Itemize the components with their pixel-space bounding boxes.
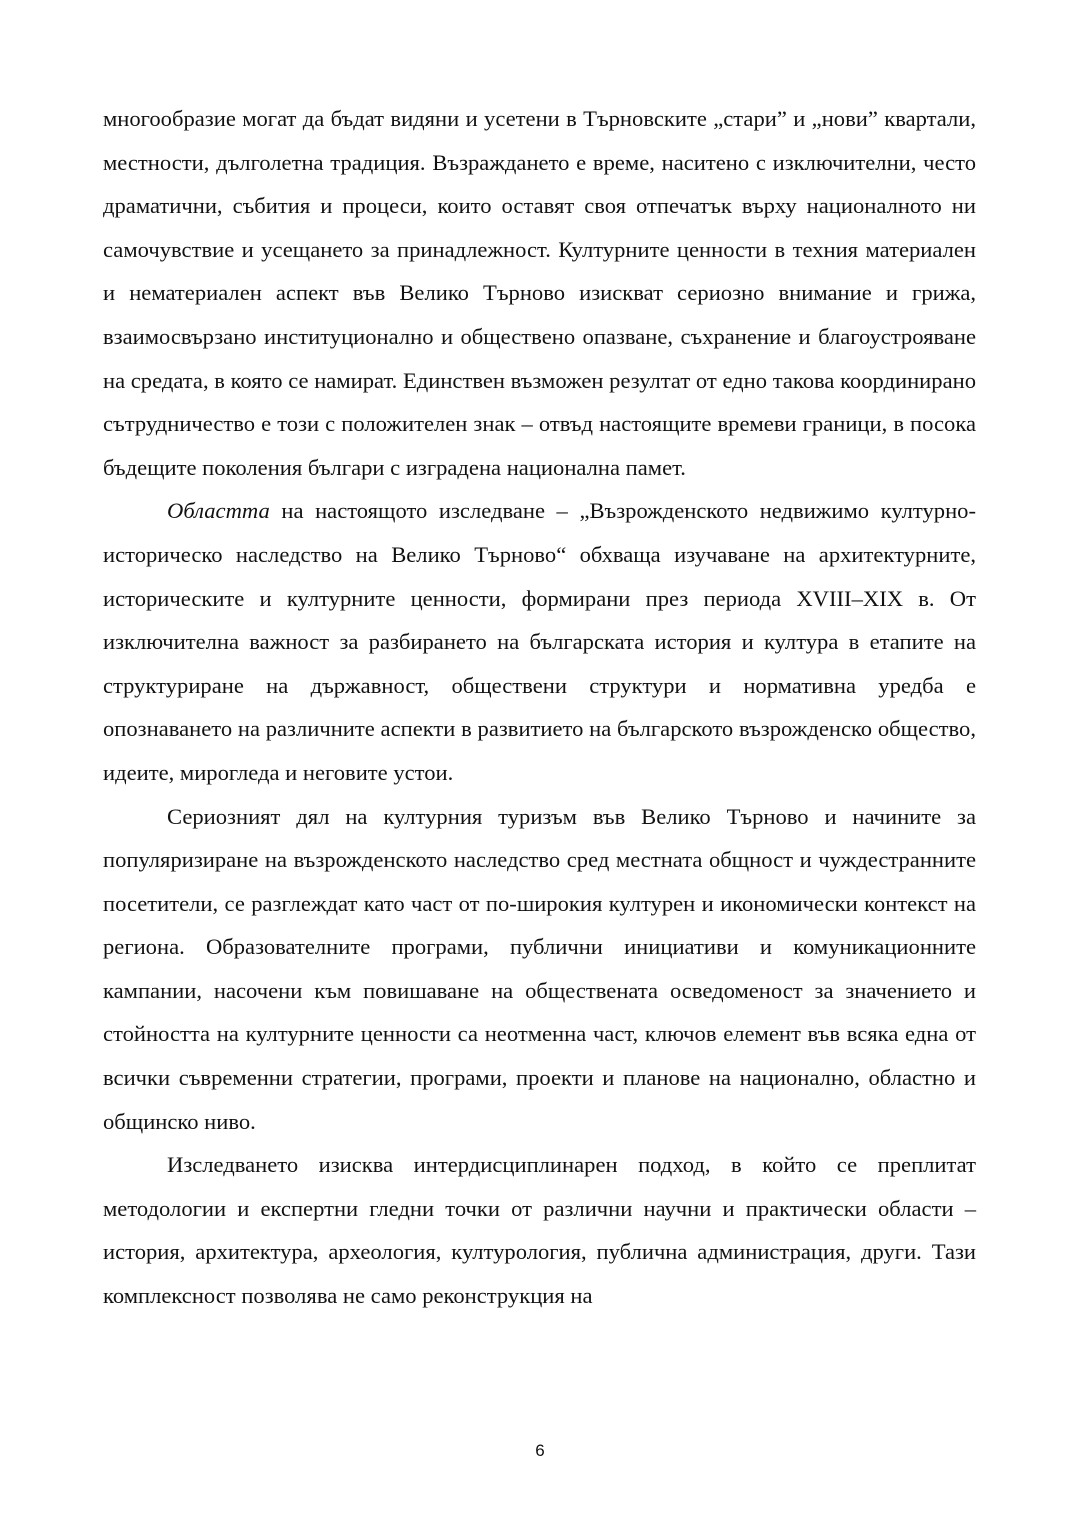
emphasis-term: Областта (167, 498, 270, 524)
page-number: 6 (535, 1441, 545, 1460)
paragraph-2-text: на настоящото изследване – „Възрожденското недвижимо културно-историческо наследство на Велико Търново“ обхваща изучаване на архитектурните, историческите и културните ценности, формирани през периода XVIII–XIX в. От изключителна важност за разбирането на българската история и култура в етапите на структуриране на държавност, обществени структури и нормативна уредба е опознаването на различните аспекти в развитието на българското възрожденско общество, идеите, мирогледа и неговите устои. (103, 498, 976, 785)
paragraph-3: Сериозният дял на културния туризъм във Велико Търново и начините за популяризиране на възрожденското наследство сред местната общност и чуждестранните посетители, се разглеждат като част от по-широкия културен и икономически контекст на региона. Образователните програми, публични инициативи и комуникационните кампании, насочени към повишаване на обществената осведоменост за значението и стойността на културните ценности са неотменна част, ключов елемент във всяка една от всички съвременни стратегии, програми, проекти и планове на национално, областно и общинско ниво. (103, 803, 976, 1134)
paragraph-1: многообразие могат да бъдат видяни и усетени в Търновските „стари” и „нови” квартали, местности, дълголетна традиция. Възраждането е време, наситено с изключителни, често драматични, събития и процеси, които оставят своя отпечатък върху националното ни самочувствие и усещането за принадлежност. Културните ценности в техния материален и нематериален аспект във Велико Търново изискват сериозно внимание и грижа, взаимосвързано институционално и обществено опазване, съхранение и благоустрояване на средата, в която се намират. Единствен възможен резултат от едно такова координирано сътрудничество е този с положителен знак – отвъд настоящите времеви граници, в посока бъдещите поколения българи с изградена национална памет. (103, 106, 976, 480)
document-body (103, 97, 976, 1318)
paragraph-4: Изследването изисква интердисциплинарен подход, в който се преплитат методологии и експертни гледни точки от различни научни и практически области – история, архитектура, археология, културология, публична администрация, други. Тази комплексност позволява не само реконструкция на (103, 1152, 976, 1309)
paragraph-2 (103, 489, 976, 794)
